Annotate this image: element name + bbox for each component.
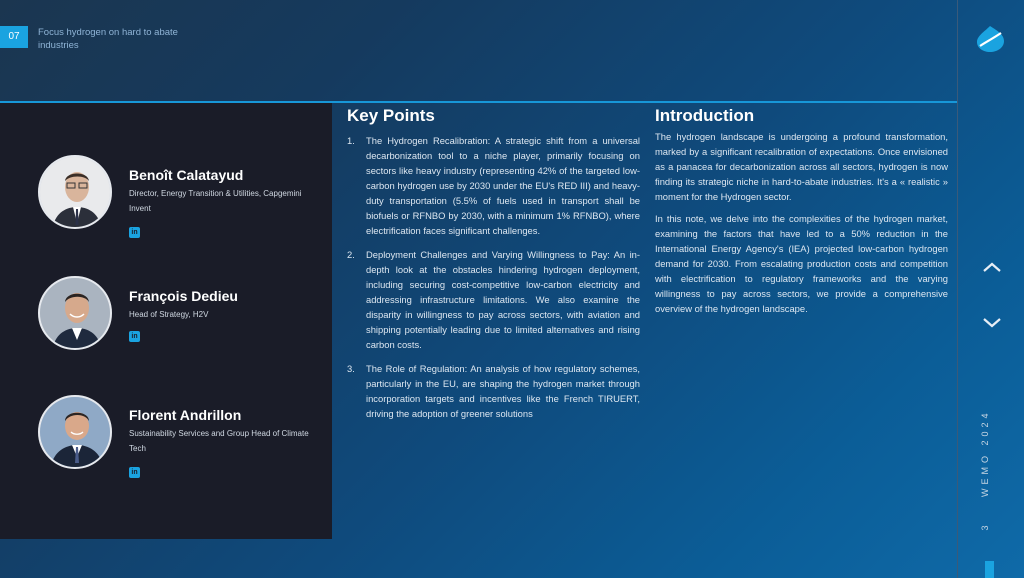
introduction-paragraph: In this note, we delve into the complexities of the hydrogen market, examining the factors that have led to a 50% reduction in the International Energy Agency's (IEA) projected low-carbon hydrogen demand for 2030. From escalating production costs and competition with electrification to regulatory frameworks and the varying willingness to pay across sectors, we provide a comprehensive overview of the hydrogen landscape. [655,213,948,314]
avatar [38,276,112,350]
right-rail-divider [957,0,958,578]
introduction-paragraph: The hydrogen landscape is undergoing a profound transformation, marked by a significant recalibration of expectations. Once envisioned as a panacea for decarbonization across all sectors, hydrogen is now finding its strategic niche in hard-to-abate industries. It's a « realistic » moment for the Hydrogen sector. [655,131,948,202]
linkedin-icon[interactable]: in [129,227,140,238]
linkedin-icon[interactable]: in [129,331,140,342]
nav-down-button[interactable] [978,314,1006,332]
chevron-up-icon [978,258,1006,276]
list-item-text: Deployment Challenges and Varying Willingness to Pay: An in-depth look at the obstacles hindering hydrogen deployment, including securing cost-competitive low-carbon electricity and addressing infrastructure limitations. We also examine the disparity in willingness to pay across sectors, with aviation and shipping potentially leading due to limited alternatives and rising carbon costs. [366,249,640,350]
list-item [347,133,640,238]
linkedin-icon[interactable]: in [129,467,140,478]
author-card [38,276,328,396]
author-role: Director, Energy Transition & Utilities, Capgemini Invent [129,189,302,213]
avatar [38,155,112,229]
key-points-heading: Key Points [347,106,435,125]
key-points-section [347,103,640,430]
chapter-badge: 07 [0,26,28,48]
nav-up-button[interactable] [978,258,1006,276]
list-item-text: The Hydrogen Recalibration: A strategic shift from a universal decarbonization tool to a niche player, primarily focusing on sectors like heavy industry (representing 42% of the targeted low-carbon hydrogen use by 2030 under the EU's RED III) and heavy-duty transportation (5.5% of fuels used in transport shall be biofuels or RFNBO by 2030, with a minimum 1% RFNBO), where electrification faces significant challenges. [366,135,640,236]
page-marker [985,561,994,578]
introduction-section [655,103,948,323]
author-panel [0,103,332,539]
list-item-number: 3. [347,363,355,374]
introduction-heading: Introduction [655,106,755,125]
list-item-number: 1. [347,135,355,146]
capgemini-logo-icon [974,24,1006,54]
author-name: Benoît Calatayud [129,167,244,183]
list-item [347,247,640,352]
brand-vertical-label: WEMO 2024 [980,409,990,497]
list-item-text: The Role of Regulation: An analysis of how regulatory schemes, particularly in the EU, are shaping the hydrogen market through incorporation targets and incentives like the French TIRUERT, driving the adoption of greener solutions [366,363,640,419]
list-item-number: 2. [347,249,355,260]
chevron-down-icon [978,314,1006,332]
list-item [347,361,640,421]
author-name: Florent Andrillon [129,407,242,423]
key-points-list [347,133,640,421]
author-role: Head of Strategy, H2V [129,310,209,319]
author-name: François Dedieu [129,288,238,304]
author-card [38,155,328,275]
avatar [38,395,112,469]
author-role: Sustainability Services and Group Head of Climate Tech [129,429,309,453]
page-number: 3 [980,525,990,531]
chapter-title: Focus hydrogen on hard to abate industries [38,27,178,51]
author-card [38,395,328,515]
